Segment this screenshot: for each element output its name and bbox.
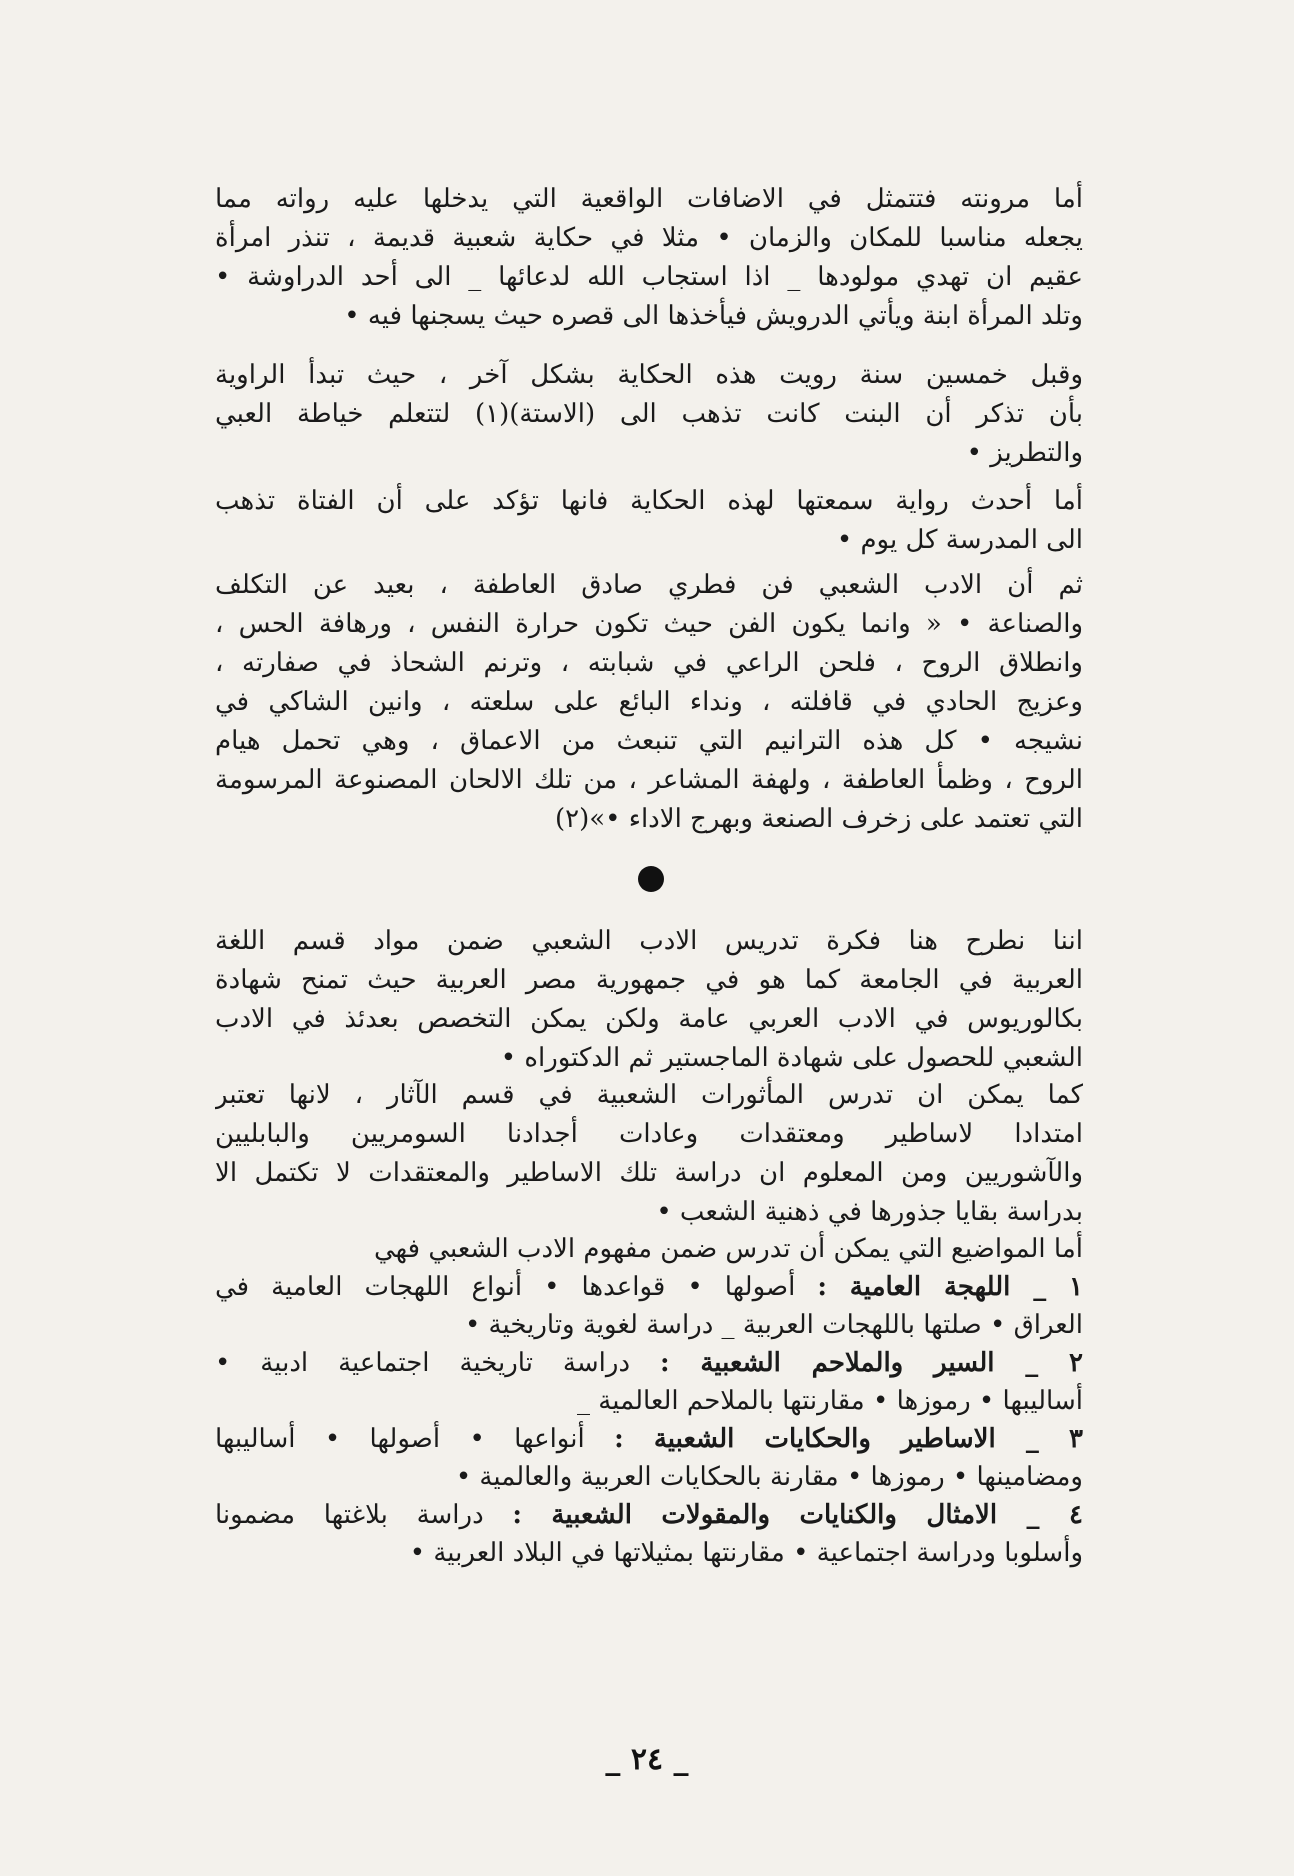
text-line: الشعبي للحصول على شهادة الماجستير ثم الدكتوراه • <box>500 1043 1083 1073</box>
list-item-heading: ٣ _ الاساطير والحكايات الشعبية : <box>614 1424 1083 1454</box>
list-item-text: دراسة تاريخية اجتماعية ادبية • <box>215 1348 631 1378</box>
text-line: الروح ، وظمأ العاطفة ، ولهفة المشاعر ، من تلك الالحان المصنوعة المرسومة <box>215 765 1083 795</box>
list-item-continuation: ومضامينها • رموزها • مقارنة بالحكايات العربية والعالمية • <box>455 1462 1083 1492</box>
text-line: امتدادا لاساطير ومعتقدات وعادات أجدادنا السومريين والبابليين <box>215 1119 1083 1149</box>
text-line: اننا نطرح هنا فكرة تدريس الادب الشعبي ضمن مواد قسم اللغة <box>215 926 1083 956</box>
paragraph-latest-version <box>215 482 1083 560</box>
list-item-myths <box>215 1420 1083 1458</box>
text-line: وقبل خمسين سنة رويت هذه الحكاية بشكل آخر ، حيث تبدأ الراوية <box>215 360 1083 390</box>
text-line: نشيجه • كل هذه الترانيم التي تنبعث من الاعماق ، وهي تحمل هيام <box>215 726 1083 756</box>
list-item-heading: ٢ _ السير والملاحم الشعبية : <box>660 1348 1083 1378</box>
list-item-text: أصولها • قواعدها • أنواع اللهجات العامية في <box>215 1272 796 1302</box>
page-number: _ ٢٤ _ <box>605 1742 689 1777</box>
text-line: العربية في الجامعة كما هو في جمهورية مصر العربية حيث تمنح شهادة <box>215 965 1083 995</box>
paragraph-teaching-proposal <box>215 922 1083 1078</box>
text-line: أما أحدث رواية سمعتها لهذه الحكاية فانها تؤكد على أن الفتاة تذهب <box>215 486 1083 516</box>
list-item-epics <box>215 1344 1083 1382</box>
topics-list <box>215 1230 1083 1572</box>
text-line: والصناعة • « وانما يكون الفن حيث تكون حرارة النفس ، ورهافة الحس ، <box>215 609 1083 639</box>
list-item-heading: ١ _ اللهجة العامية : <box>817 1272 1083 1302</box>
text-line: وانطلاق الروح ، فلحن الراعي في شبابته ، وترنم الشحاذ في صفارته ، <box>215 648 1083 678</box>
list-item-heading: ٤ _ الامثال والكنايات والمقولات الشعبية : <box>512 1500 1083 1530</box>
list-item-dialect <box>215 1268 1083 1306</box>
text-line: والتطريز • <box>966 438 1083 468</box>
list-item-continuation: أساليبها • رموزها • مقارنتها بالملاحم العالمية _ <box>577 1386 1083 1416</box>
paragraph-fifty-years <box>215 356 1083 473</box>
text-line: الى المدرسة كل يوم • <box>836 525 1083 555</box>
list-item-proverbs <box>215 1496 1083 1534</box>
text-line: وتلد المرأة ابنة ويأتي الدرويش فيأخذها الى قصره حيث يسجنها فيه • <box>344 301 1083 331</box>
text-line: بكالوريوس في الادب العربي عامة ولكن يمكن التخصص بعدئذ في الادب <box>215 1004 1083 1034</box>
section-separator-dot <box>638 866 664 892</box>
topics-intro-line: أما المواضيع التي يمكن أن تدرس ضمن مفهوم الادب الشعبي فهي <box>374 1234 1083 1264</box>
text-line: وعزيج الحادي في قافلته ، ونداء البائع على سلعته ، وانين الشاكي في <box>215 687 1083 717</box>
paragraph-archaeology <box>215 1076 1083 1232</box>
text-line: ثم أن الادب الشعبي فن فطري صادق العاطفة ، بعيد عن التكلف <box>215 570 1083 600</box>
text-line: بأن تذكر أن البنت كانت تذهب الى (الاستة)(١) لتتعلم خياطة العبي <box>215 399 1083 429</box>
list-item-text: دراسة بلاغتها مضمونا <box>215 1500 484 1530</box>
list-item-continuation: العراق • صلتها باللهجات العربية _ دراسة لغوية وتاريخية • <box>464 1310 1083 1340</box>
text-line: والآشوريين ومن المعلوم ان دراسة تلك الاساطير والمعتقدات لا تكتمل الا <box>215 1158 1083 1188</box>
text-line: التي تعتمد على زخرف الصنعة وبهرج الاداء •»(٢) <box>554 804 1083 834</box>
list-item-text: أنواعها • أصولها • أساليبها <box>215 1424 585 1454</box>
text-line: كما يمكن ان تدرس المأثورات الشعبية في قسم الآثار ، لانها تعتبر <box>215 1080 1083 1110</box>
list-item-continuation: وأسلوبا ودراسة اجتماعية • مقارنتها بمثيلاتها في البلاد العربية • <box>409 1538 1083 1568</box>
text-line: يجعله مناسبا للمكان والزمان • مثلا في حكاية شعبية قديمة ، تنذر امرأة <box>215 223 1083 253</box>
paragraph-flexibility <box>215 180 1083 336</box>
text-line: أما مرونته فتتمثل في الاضافات الواقعية التي يدخلها عليه رواته مما <box>215 184 1083 214</box>
paragraph-innate-art <box>215 566 1083 839</box>
text-line: بدراسة بقايا جذورها في ذهنية الشعب • <box>656 1197 1083 1227</box>
text-line: عقيم ان تهدي مولودها _ اذا استجاب الله لدعائها _ الى أحد الدراوشة • <box>215 262 1083 292</box>
